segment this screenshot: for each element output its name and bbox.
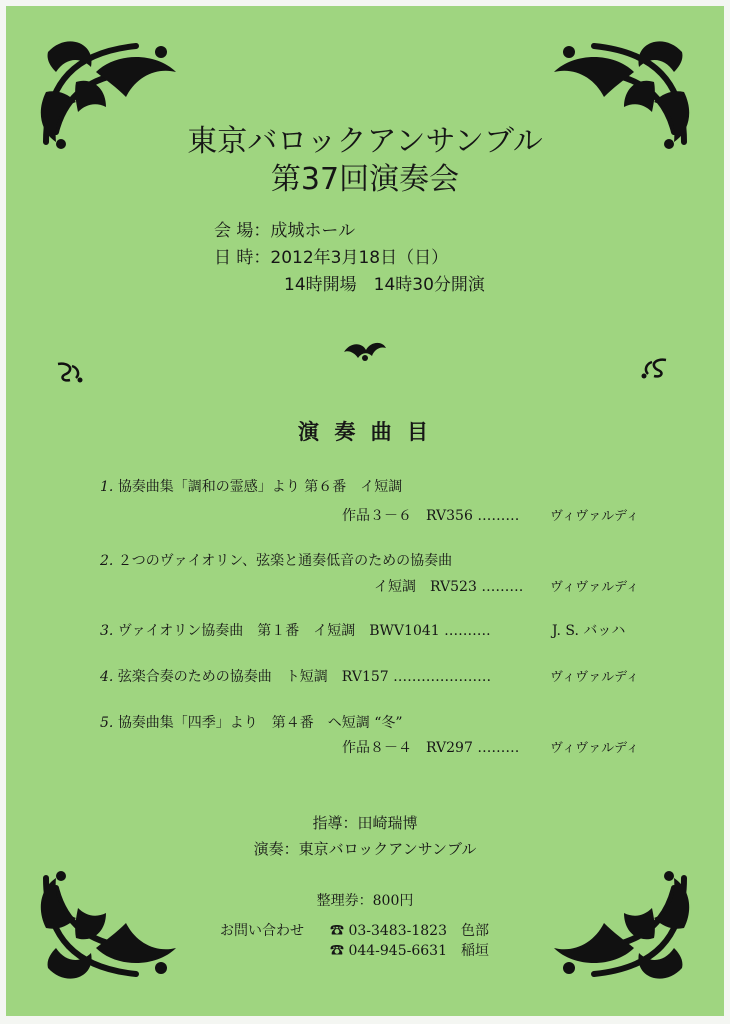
title-line-1: 東京バロックアンサンブル (187, 124, 543, 159)
item-number: 5. (100, 715, 114, 731)
phone-contact-1: ☎ 03-3483-1823 色部 (330, 923, 489, 939)
item-detail: イ短調 RV523 ……… (374, 579, 524, 595)
venue-row (214, 216, 355, 241)
venue-label: 会 場： (214, 221, 271, 241)
phone-contact-2: ☎ 044-945-6631 稲垣 (330, 943, 489, 959)
item-detail: 作品３－６ RV356 ……… (342, 508, 520, 524)
center-flourish-icon (342, 338, 388, 364)
item-title: ヴァイオリン協奏曲 第１番 イ短調 BWV1041 ………. (117, 623, 491, 639)
side-flourish-icon (640, 356, 670, 380)
program-heading: 演 奏 曲 目 (298, 419, 432, 444)
item-detail: 作品８－４ RV297 ……… (342, 740, 520, 756)
date-label: 日 時： (214, 248, 271, 268)
date-row (214, 243, 448, 268)
program-item (100, 666, 491, 686)
item-composer: ヴィヴァルディ (550, 741, 640, 756)
program-item (100, 550, 452, 570)
venue-value: 成城ホール (270, 221, 356, 241)
item-composer: J. S. バッハ (552, 623, 626, 639)
ticket-price: 整理券：800円 (316, 893, 414, 909)
program-item (100, 712, 403, 732)
conductor-credit: 指導：田崎瑞博 (312, 814, 418, 832)
performer-credit: 演奏：東京バロックアンサンブル (253, 840, 477, 858)
program-item (100, 620, 491, 640)
title-line-2: 第37回演奏会 (270, 162, 460, 197)
times-row: 14時開場 14時30分開演 (284, 275, 485, 295)
inquiry-label: お問い合わせ (220, 923, 304, 939)
flyer-sheet (6, 6, 724, 1016)
item-composer: ヴィヴァルディ (550, 580, 640, 595)
date-value: 2012年3月18日（日） (270, 248, 449, 268)
item-title: 協奏曲集「調和の霊感」より 第６番 イ短調 (117, 479, 403, 495)
item-composer: ヴィヴァルディ (550, 509, 640, 524)
side-flourish-icon (54, 360, 84, 384)
item-title: 協奏曲集「四季」より 第４番 ヘ短調 “冬” (117, 715, 403, 731)
item-number: 2. (100, 553, 114, 569)
item-title: ２つのヴァイオリン、弦楽と通奏低音のための協奏曲 (117, 553, 453, 569)
program-item (100, 476, 402, 496)
item-number: 4. (100, 669, 114, 685)
corner-flourish-icon (36, 868, 186, 988)
item-title: 弦楽合奏のための協奏曲 ト短調 RV157 ………………… (117, 669, 492, 685)
corner-flourish-icon (544, 868, 694, 988)
item-number: 3. (100, 623, 114, 639)
item-number: 1. (100, 479, 114, 495)
item-composer: ヴィヴァルディ (550, 670, 640, 685)
